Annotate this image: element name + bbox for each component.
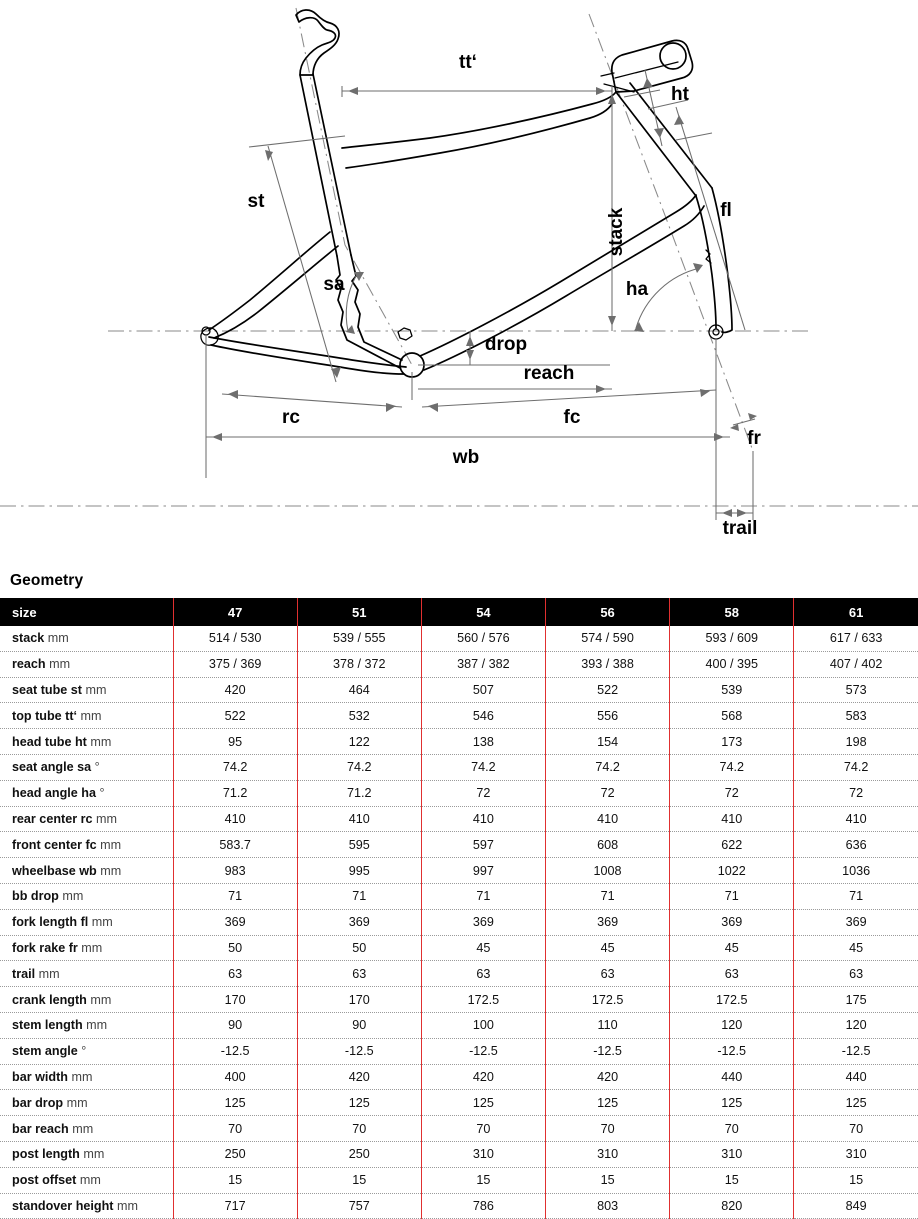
table-cell: 369 [670, 909, 794, 935]
table-cell: -12.5 [297, 1038, 421, 1064]
table-cell: -12.5 [794, 1038, 918, 1064]
row-label-name: bar drop [12, 1095, 64, 1110]
table-cell: 410 [297, 806, 421, 832]
row-label-unit: mm [77, 940, 103, 955]
table-cell: 15 [794, 1167, 918, 1193]
table-cell: 250 [297, 1141, 421, 1167]
table-cell: 72 [670, 780, 794, 806]
table-cell: 983 [173, 858, 297, 884]
table-row [0, 1064, 918, 1090]
row-label-name: fork length fl [12, 915, 89, 930]
table-cell: 636 [794, 832, 918, 858]
table-cell: 70 [670, 1116, 794, 1142]
table-row [0, 729, 918, 755]
row-label [0, 703, 173, 729]
table-cell: 369 [421, 909, 545, 935]
table-cell: 410 [421, 806, 545, 832]
table-cell: 120 [794, 1012, 918, 1038]
table-cell: -12.5 [421, 1038, 545, 1064]
axis-lines [0, 8, 918, 506]
table-cell: 539 / 555 [297, 626, 421, 651]
row-label-unit: mm [35, 966, 60, 981]
table-cell: 410 [173, 806, 297, 832]
table-cell: 74.2 [794, 754, 918, 780]
table-cell: 63 [670, 961, 794, 987]
table-cell: 310 [794, 1141, 918, 1167]
label-head-angle: ha [625, 279, 649, 300]
table-row [0, 1116, 918, 1142]
row-label [0, 626, 173, 651]
table-cell: 138 [421, 729, 545, 755]
table-cell: 539 [670, 677, 794, 703]
label-trail: trail [722, 518, 758, 539]
row-label-name: top tube tt‘ [12, 708, 78, 723]
row-label-unit: mm [45, 657, 71, 672]
label-seat-tube: st [247, 191, 265, 212]
table-cell: 125 [421, 1090, 545, 1116]
table-cell: 74.2 [670, 754, 794, 780]
table-cell: 420 [421, 1064, 545, 1090]
table-cell: 175 [794, 987, 918, 1013]
geometry-section [0, 560, 918, 1219]
table-row [0, 883, 918, 909]
row-label-name: fork rake fr [12, 940, 78, 955]
row-label [0, 832, 173, 858]
row-label [0, 1038, 173, 1064]
row-label-name: seat angle sa [12, 760, 92, 775]
table-cell: 250 [173, 1141, 297, 1167]
table-cell: 125 [546, 1090, 670, 1116]
table-cell: 71 [670, 883, 794, 909]
table-cell: 573 [794, 677, 918, 703]
table-body [0, 626, 918, 1219]
row-label-name: standover height [12, 1198, 114, 1213]
column-header-54: 54 [421, 598, 545, 626]
table-cell: 595 [297, 832, 421, 858]
row-label-unit: mm [76, 1173, 101, 1188]
row-label-name: front center fc [12, 837, 97, 852]
table-row [0, 1038, 918, 1064]
label-rear-center: rc [282, 407, 300, 428]
table-cell: 507 [421, 677, 545, 703]
table-cell: 803 [546, 1193, 670, 1219]
row-label-name: reach [12, 657, 46, 672]
table-cell: 90 [173, 1012, 297, 1038]
table-cell: 15 [421, 1167, 545, 1193]
row-label [0, 1064, 173, 1090]
table-cell: 172.5 [421, 987, 545, 1013]
row-label-name: post length [12, 1147, 80, 1162]
table-row [0, 935, 918, 961]
row-label [0, 883, 173, 909]
table-cell: 375 / 369 [173, 651, 297, 677]
row-label [0, 935, 173, 961]
row-label-unit: mm [79, 1147, 105, 1162]
row-label-name: bar width [12, 1069, 68, 1084]
table-cell: 90 [297, 1012, 421, 1038]
table-cell: 369 [546, 909, 670, 935]
table-row [0, 1141, 918, 1167]
table-row [0, 1090, 918, 1116]
table-cell: 400 / 395 [670, 651, 794, 677]
table-cell: 110 [546, 1012, 670, 1038]
geometry-table [0, 598, 918, 1219]
table-cell: 378 / 372 [297, 651, 421, 677]
table-cell: 574 / 590 [546, 626, 670, 651]
label-reach: reach [523, 363, 575, 384]
row-label [0, 961, 173, 987]
label-front-center: fc [563, 407, 581, 428]
row-label [0, 651, 173, 677]
table-cell: 15 [173, 1167, 297, 1193]
row-label-name: stem length [12, 1018, 83, 1033]
table-cell: 63 [794, 961, 918, 987]
column-header-47: 47 [173, 598, 297, 626]
row-label [0, 1116, 173, 1142]
table-cell: 622 [670, 832, 794, 858]
table-cell: 74.2 [173, 754, 297, 780]
table-cell: 410 [794, 806, 918, 832]
table-cell: 70 [421, 1116, 545, 1142]
label-fork-rake: fr [747, 428, 761, 449]
table-cell: 72 [421, 780, 545, 806]
table-row [0, 703, 918, 729]
table-cell: 70 [173, 1116, 297, 1142]
row-label-unit: mm [58, 889, 84, 904]
table-row [0, 909, 918, 935]
table-row [0, 987, 918, 1013]
table-cell: 72 [794, 780, 918, 806]
table-cell: 70 [794, 1116, 918, 1142]
table-cell: 15 [670, 1167, 794, 1193]
table-row [0, 961, 918, 987]
row-label-unit: mm [77, 708, 102, 723]
table-cell: 71 [297, 883, 421, 909]
table-cell: 464 [297, 677, 421, 703]
table-cell: 50 [297, 935, 421, 961]
row-label-unit: mm [68, 1121, 94, 1136]
table-row [0, 806, 918, 832]
table-cell: 532 [297, 703, 421, 729]
table-cell: 400 [173, 1064, 297, 1090]
row-label-name: bb drop [12, 889, 59, 904]
row-label-unit: mm [88, 915, 113, 930]
table-cell: 71 [173, 883, 297, 909]
table-cell: 125 [670, 1090, 794, 1116]
row-label-name: stem angle [12, 1044, 78, 1059]
row-label-name: trail [12, 966, 36, 981]
table-cell: 122 [297, 729, 421, 755]
table-row [0, 1012, 918, 1038]
row-label [0, 1141, 173, 1167]
table-cell: 154 [546, 729, 670, 755]
table-cell: 995 [297, 858, 421, 884]
table-cell: 172.5 [670, 987, 794, 1013]
row-label-unit: ° [95, 786, 105, 801]
table-cell: 74.2 [421, 754, 545, 780]
header-row [0, 598, 918, 626]
table-cell: 63 [546, 961, 670, 987]
row-label-unit: mm [86, 734, 112, 749]
bike-geometry-diagram [0, 0, 918, 560]
table-cell: 1036 [794, 858, 918, 884]
row-label-name: seat tube st [12, 682, 82, 697]
row-label-name: wheelbase wb [12, 863, 97, 878]
table-cell: 369 [794, 909, 918, 935]
row-label [0, 677, 173, 703]
table-cell: -12.5 [546, 1038, 670, 1064]
table-cell: -12.5 [670, 1038, 794, 1064]
row-label-unit: mm [67, 1069, 93, 1084]
table-cell: 393 / 388 [546, 651, 670, 677]
table-cell: 310 [670, 1141, 794, 1167]
table-cell: 407 / 402 [794, 651, 918, 677]
table-cell: 717 [173, 1193, 297, 1219]
geometry-drawing [0, 0, 918, 560]
table-cell: 120 [670, 1012, 794, 1038]
table-cell: 369 [173, 909, 297, 935]
table-cell: 173 [670, 729, 794, 755]
table-cell: 310 [421, 1141, 545, 1167]
row-label [0, 1167, 173, 1193]
table-cell: 15 [297, 1167, 421, 1193]
table-cell: 63 [173, 961, 297, 987]
table-cell: 172.5 [546, 987, 670, 1013]
column-header-51: 51 [297, 598, 421, 626]
table-row [0, 754, 918, 780]
table-cell: 63 [297, 961, 421, 987]
geometry-title: Geometry [10, 572, 84, 589]
row-label-unit: mm [96, 837, 122, 852]
table-cell: 71 [421, 883, 545, 909]
table-cell: 617 / 633 [794, 626, 918, 651]
column-header-size: size [0, 598, 173, 626]
table-cell: 71 [794, 883, 918, 909]
label-head-tube: ht [671, 84, 689, 105]
column-header-56: 56 [546, 598, 670, 626]
table-cell: 786 [421, 1193, 545, 1219]
row-label-unit: mm [82, 1018, 108, 1033]
table-cell: 74.2 [546, 754, 670, 780]
table-cell: 522 [173, 703, 297, 729]
label-bb-drop: drop [484, 334, 528, 355]
row-label [0, 909, 173, 935]
table-cell: 95 [173, 729, 297, 755]
row-label-name: head angle ha [12, 786, 96, 801]
table-cell: -12.5 [173, 1038, 297, 1064]
label-seat-angle: sa [323, 274, 345, 295]
table-row [0, 1167, 918, 1193]
row-label-name: post offset [12, 1173, 77, 1188]
table-cell: 420 [173, 677, 297, 703]
column-header-58: 58 [670, 598, 794, 626]
table-cell: 71 [546, 883, 670, 909]
label-stack: stack [606, 207, 627, 257]
table-cell: 50 [173, 935, 297, 961]
row-label [0, 806, 173, 832]
table-cell: 74.2 [297, 754, 421, 780]
row-label-name: crank length [12, 992, 87, 1007]
table-cell: 125 [297, 1090, 421, 1116]
row-label-unit: mm [96, 863, 122, 878]
row-label-unit: mm [92, 811, 117, 826]
table-row [0, 780, 918, 806]
table-cell: 522 [546, 677, 670, 703]
table-cell: 45 [794, 935, 918, 961]
table-cell: 45 [546, 935, 670, 961]
table-cell: 583.7 [173, 832, 297, 858]
row-label-unit: mm [86, 992, 112, 1007]
label-wheelbase: wb [452, 447, 480, 468]
table-cell: 198 [794, 729, 918, 755]
table-cell: 420 [546, 1064, 670, 1090]
table-cell: 546 [421, 703, 545, 729]
table-cell: 410 [670, 806, 794, 832]
table-cell: 125 [794, 1090, 918, 1116]
row-label-name: bar reach [12, 1121, 69, 1136]
table-cell: 1008 [546, 858, 670, 884]
table-cell: 849 [794, 1193, 918, 1219]
table-cell: 170 [297, 987, 421, 1013]
table-cell: 440 [670, 1064, 794, 1090]
row-label-unit: ° [77, 1044, 87, 1059]
table-row [0, 1193, 918, 1219]
table-cell: 420 [297, 1064, 421, 1090]
table-cell: 72 [546, 780, 670, 806]
table-cell: 568 [670, 703, 794, 729]
table-cell: 63 [421, 961, 545, 987]
table-cell: 556 [546, 703, 670, 729]
table-cell: 71.2 [173, 780, 297, 806]
row-label-unit: mm [63, 1095, 88, 1110]
column-header-61: 61 [794, 598, 918, 626]
table-row [0, 858, 918, 884]
table-cell: 125 [173, 1090, 297, 1116]
table-cell: 560 / 576 [421, 626, 545, 651]
table-cell: 71.2 [297, 780, 421, 806]
row-label-unit: mm [44, 631, 69, 646]
table-cell: 608 [546, 832, 670, 858]
row-label-unit: mm [113, 1198, 138, 1213]
row-label [0, 858, 173, 884]
table-header [0, 598, 918, 626]
row-label [0, 754, 173, 780]
table-cell: 583 [794, 703, 918, 729]
table-cell: 410 [546, 806, 670, 832]
row-label [0, 1090, 173, 1116]
row-label [0, 1012, 173, 1038]
dimension-lines [206, 70, 757, 520]
table-cell: 15 [546, 1167, 670, 1193]
table-cell: 440 [794, 1064, 918, 1090]
table-cell: 70 [297, 1116, 421, 1142]
table-cell: 170 [173, 987, 297, 1013]
table-row [0, 832, 918, 858]
row-label-name: head tube ht [12, 734, 87, 749]
table-row [0, 677, 918, 703]
table-cell: 514 / 530 [173, 626, 297, 651]
row-label [0, 729, 173, 755]
table-cell: 387 / 382 [421, 651, 545, 677]
label-fork-length: fl [720, 200, 732, 221]
row-label-unit: ° [91, 760, 100, 775]
row-label [0, 780, 173, 806]
table-cell: 45 [421, 935, 545, 961]
table-cell: 310 [546, 1141, 670, 1167]
table-cell: 997 [421, 858, 545, 884]
table-cell: 1022 [670, 858, 794, 884]
table-row [0, 651, 918, 677]
row-label-name: rear center rc [12, 811, 93, 826]
table-cell: 100 [421, 1012, 545, 1038]
table-cell: 369 [297, 909, 421, 935]
table-cell: 820 [670, 1193, 794, 1219]
table-cell: 70 [546, 1116, 670, 1142]
row-label-unit: mm [82, 682, 107, 697]
table-cell: 593 / 609 [670, 626, 794, 651]
label-top-tube: tt‘ [459, 52, 477, 73]
table-row [0, 626, 918, 651]
table-cell: 597 [421, 832, 545, 858]
table-cell: 757 [297, 1193, 421, 1219]
table-cell: 45 [670, 935, 794, 961]
row-label [0, 987, 173, 1013]
row-label-name: stack [12, 631, 45, 646]
row-label [0, 1193, 173, 1219]
